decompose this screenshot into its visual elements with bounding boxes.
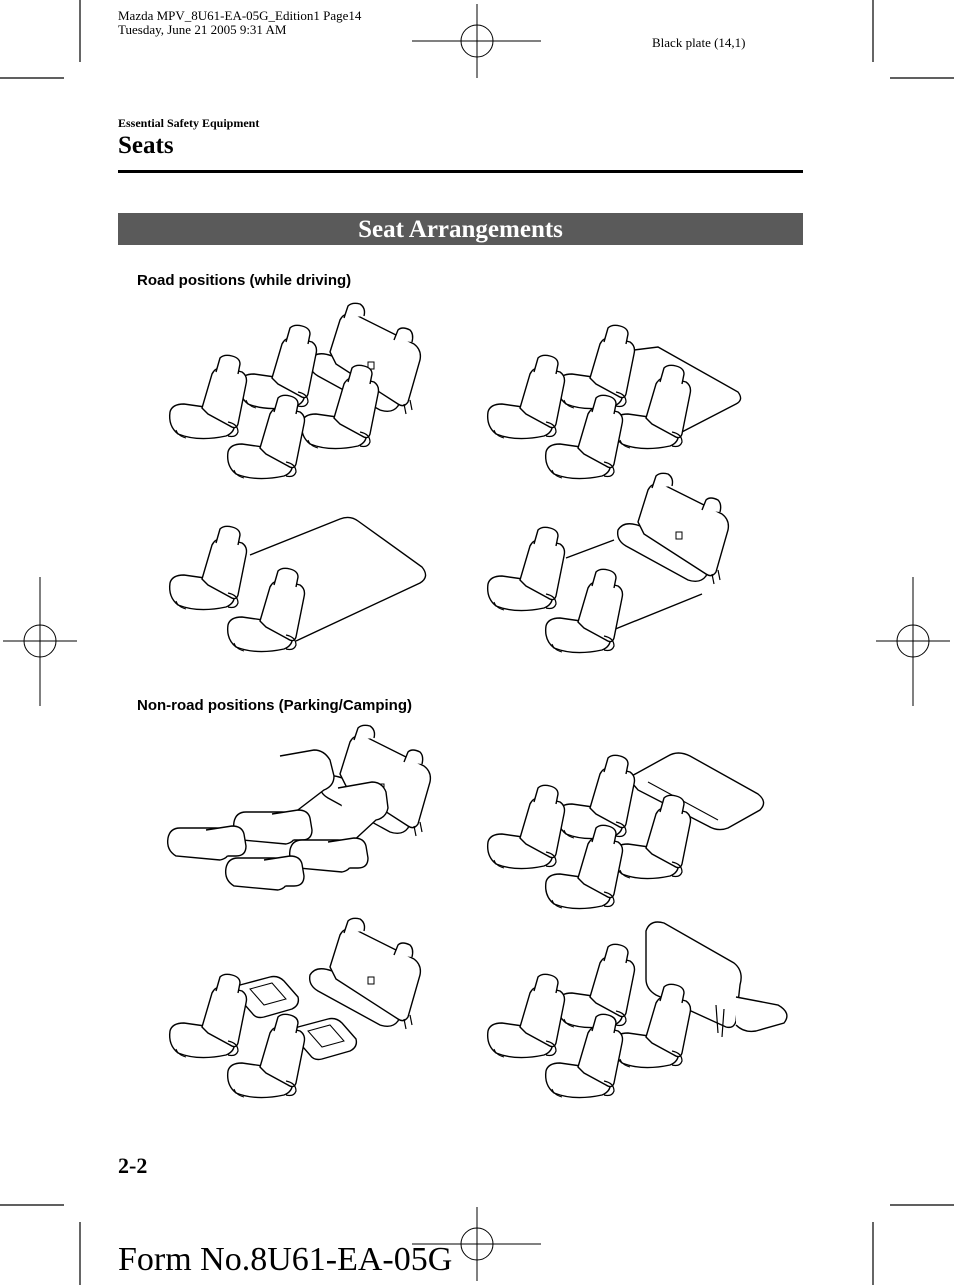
seat-figure-nonroad-3	[160, 905, 450, 1115]
black-plate-label: Black plate (14,1)	[652, 35, 746, 50]
seat-figure-nonroad-1	[160, 720, 450, 920]
seat-figure-road-4	[478, 462, 768, 672]
registration-mark-right	[876, 577, 950, 706]
seat-figure-nonroad-4	[478, 905, 798, 1115]
nonroad-positions-heading: Non-road positions (Parking/Camping)	[137, 697, 413, 714]
page-number: 2-2	[118, 1153, 148, 1178]
registration-mark-top	[412, 4, 541, 78]
form-number: Form No.8U61-EA-05G	[118, 1241, 453, 1278]
registration-mark-left	[3, 577, 77, 706]
road-positions-heading: Road positions (while driving)	[137, 272, 352, 289]
print-header-line2: Tuesday, June 21 2005 9:31 AM	[118, 22, 287, 37]
title-rule	[118, 170, 803, 173]
section-label: Essential Safety Equipment	[118, 116, 260, 130]
page-title: Seats	[118, 132, 174, 159]
seat-figure-nonroad-2	[478, 720, 778, 920]
seat-figure-road-1	[160, 292, 450, 492]
print-header-line1: Mazda MPV_8U61-EA-05G_Edition1 Page14	[118, 8, 362, 23]
section-banner: Seat Arrangements	[118, 213, 803, 245]
seat-figure-road-3	[160, 505, 450, 675]
